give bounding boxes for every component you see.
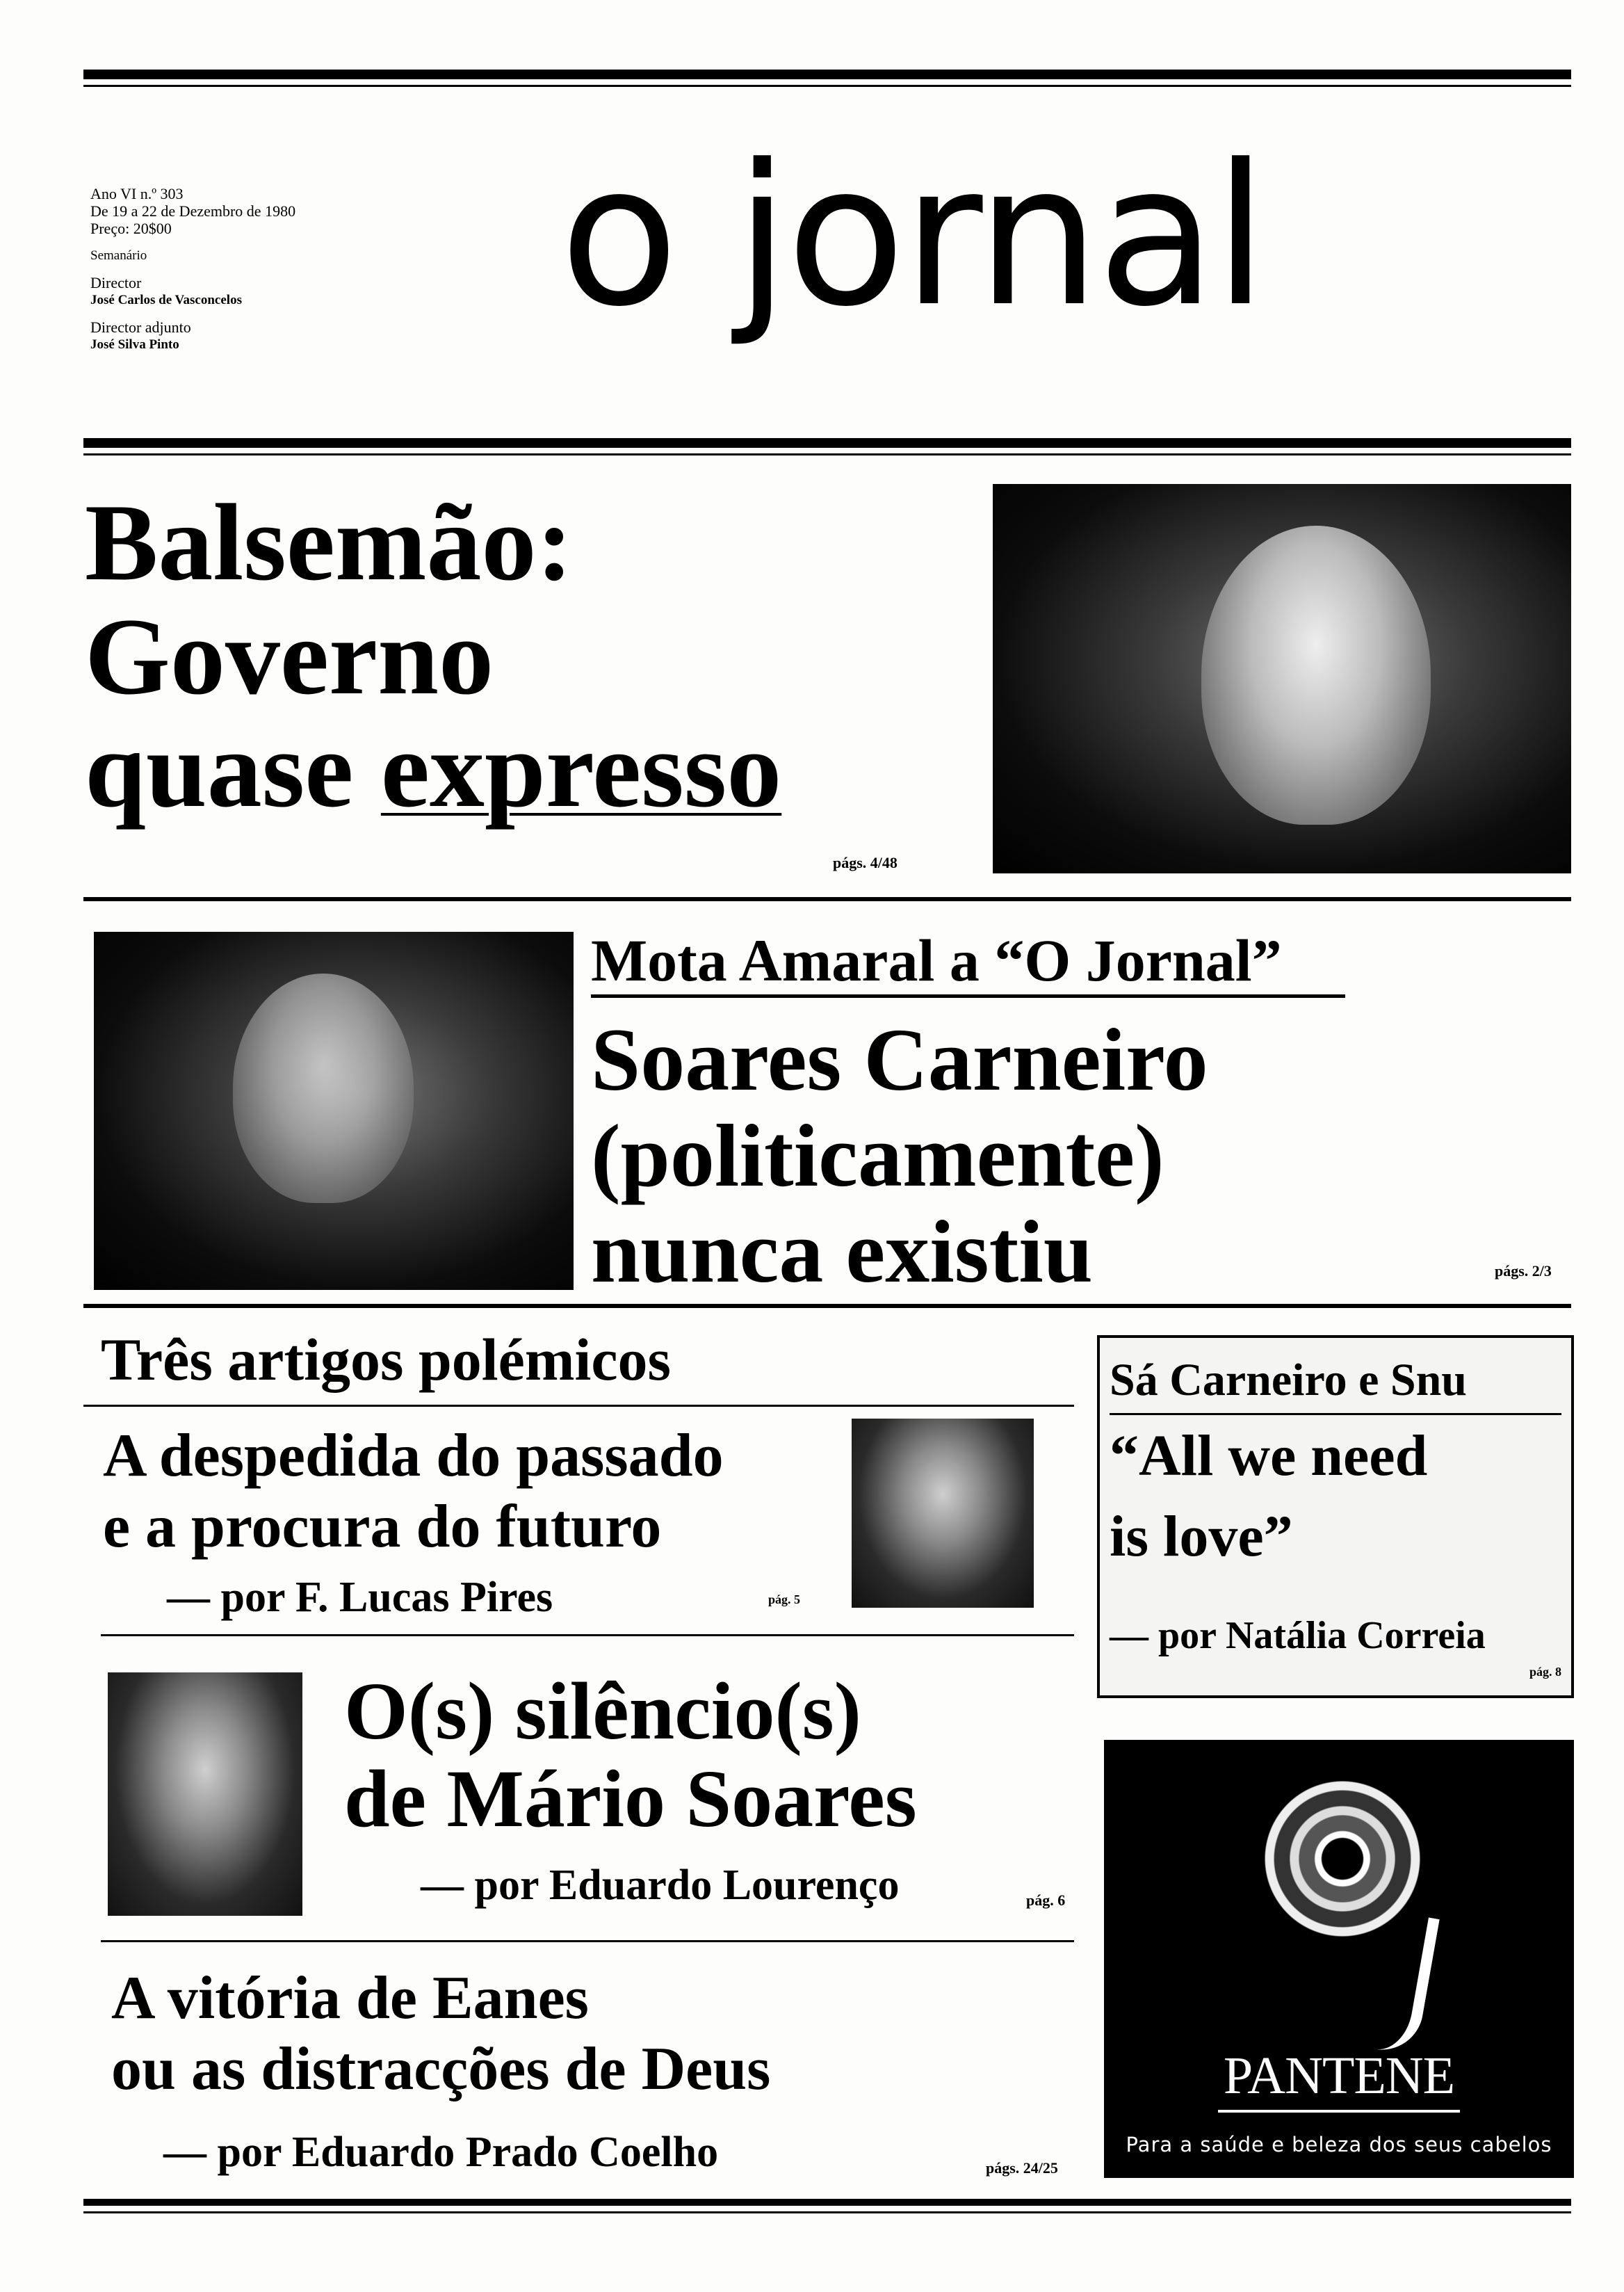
- issue-dates: De 19 a 22 de Dezembro de 1980: [90, 202, 296, 220]
- article3-headline: [111, 1964, 771, 2103]
- article2-photo: [108, 1672, 302, 1916]
- lead-pages: págs. 4/48: [833, 854, 898, 871]
- second-headline-line3: nunca existiu: [591, 1202, 1093, 1301]
- masthead-info: [90, 185, 410, 353]
- pantene-logo-underline: [1218, 2110, 1460, 2113]
- section-title: Três artigos polémicos: [101, 1326, 672, 1393]
- box-kicker-rule: [1110, 1413, 1561, 1415]
- bottom-rule: [83, 2199, 1571, 2206]
- sa-carneiro-box: [1097, 1335, 1574, 1698]
- article2-line1: O(s) silêncio(s): [344, 1665, 861, 1757]
- issue-frequency: Semanário: [90, 248, 147, 263]
- second-photo: [94, 932, 574, 1290]
- box-headline: [1110, 1423, 1428, 1569]
- lead-headline-line3-a: quase: [85, 709, 381, 830]
- director-name: José Carlos de Vasconcelos: [90, 293, 242, 307]
- director-label: Director: [90, 274, 142, 291]
- box-line2: is love”: [1110, 1504, 1293, 1569]
- section-rule-2: [83, 1304, 1571, 1308]
- article1-photo: [852, 1419, 1034, 1608]
- second-kicker: Mota Amaral a “O Jornal”: [591, 927, 1282, 994]
- pantene-ad: [1104, 1740, 1574, 2178]
- box-byline: — por Natália Correia: [1110, 1614, 1486, 1657]
- lead-photo: [993, 484, 1571, 873]
- article1-line1: A despedida do passado: [103, 1422, 724, 1490]
- lead-headline: [85, 482, 782, 830]
- box-line1: “All we need: [1110, 1423, 1428, 1488]
- top-rule-thin: [83, 85, 1571, 87]
- article2-line2: de Mário Soares: [344, 1753, 917, 1844]
- lead-headline-line2: Governo: [85, 596, 494, 718]
- box-kicker: Sá Carneiro e Snu: [1110, 1355, 1468, 1405]
- article1-byline: — por F. Lucas Pires: [167, 1574, 553, 1621]
- deputy-director-name: José Silva Pinto: [90, 337, 179, 352]
- pantene-logo: PANTENE: [1223, 2047, 1455, 2105]
- lead-headline-line3: [85, 709, 782, 830]
- bottom-rule-thin: [83, 2211, 1571, 2213]
- lead-headline-line3-b: expresso: [380, 709, 782, 830]
- second-photo-face: [233, 974, 414, 1203]
- article3-pages: págs. 24/25: [986, 2159, 1058, 2177]
- newspaper-logo: o jornal: [560, 123, 1265, 350]
- second-pages: págs. 2/3: [1495, 1262, 1552, 1280]
- article3-byline: — por Eduardo Prado Coelho: [163, 2129, 719, 2176]
- article2-headline: [344, 1665, 917, 1844]
- box-pages: pág. 8: [1529, 1665, 1561, 1679]
- second-kicker-underline: [591, 994, 1345, 998]
- article2-byline: — por Eduardo Lourenço: [421, 1862, 900, 1909]
- article1-line2: e a procura do futuro: [103, 1493, 662, 1560]
- article1-headline: [103, 1422, 724, 1560]
- article3-line1: A vitória de Eanes: [111, 1964, 589, 2032]
- article3-line2: ou as distracções de Deus: [111, 2035, 771, 2103]
- deputy-director-label: Director adjunto: [90, 318, 191, 336]
- second-headline-line2: (politicamente): [591, 1106, 1164, 1205]
- issue-number: Ano VI n.º 303: [90, 185, 184, 202]
- second-headline-line1: Soares Carneiro: [591, 1010, 1208, 1109]
- pantene-tagline: Para a saúde e beleza dos seus cabelos: [1126, 2133, 1552, 2156]
- article2-pages: pág. 6: [1026, 1891, 1066, 1909]
- article1-rule: [101, 1634, 1074, 1636]
- article1-pages: pág. 5: [768, 1592, 801, 1606]
- masthead-bottom-rule-thin: [83, 453, 1571, 455]
- issue-price: Preço: 20$00: [90, 220, 172, 237]
- section-rule-1: [83, 897, 1571, 901]
- second-headline: [591, 1010, 1208, 1301]
- section-title-rule: [83, 1405, 1074, 1407]
- article2-rule: [101, 1940, 1074, 1942]
- pantene-swirl-tail: [1363, 1910, 1440, 2056]
- lead-headline-line1: Balsemão:: [85, 482, 574, 604]
- lead-photo-face: [1201, 526, 1431, 825]
- masthead-bottom-rule: [83, 438, 1571, 448]
- top-rule: [83, 70, 1571, 79]
